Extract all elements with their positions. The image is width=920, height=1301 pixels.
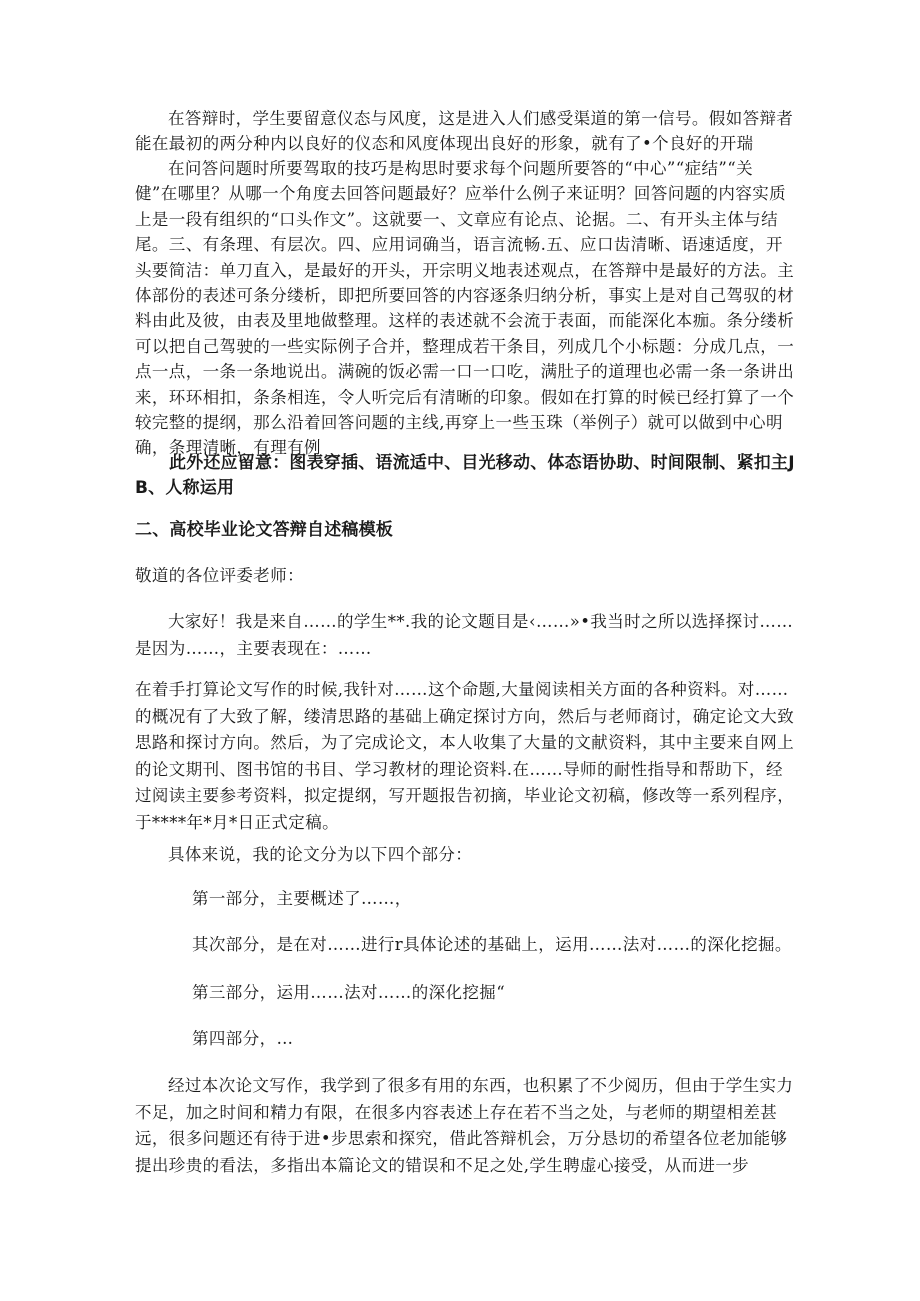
salutation: 敬道的各位评委老师：	[135, 566, 304, 585]
part-one: 第一部分，主要概述了……，	[192, 889, 412, 908]
paragraph-demeanor: 在答辩时，学生要留意仪态与风度，这是进入人们感受渠道的第一信号。假如答辩者能在最初的两分种内以良好的仪态和风度体现出良好的形象，就有了•个良好的开瑞	[135, 109, 794, 153]
part-two: 其次部分，是在对……进行r具体论述的基础上，运用……法对……的深化挖掘。	[192, 935, 792, 954]
part-three: 第三部分，运用……法对……的深化挖掘“	[192, 983, 506, 1002]
section-heading: 二、高校毕业论文答辩自述稿模板	[135, 520, 393, 540]
part-four: 第四部分，…	[192, 1029, 294, 1048]
paragraph-attention-notes: 此外还应留意：图表穿插、语流适中、目光移动、体态语协助、时间限制、紧扣主JB、人称运用	[135, 453, 795, 498]
paragraph-greeting: 大家好！我是来自……的学生**.我的论文题目是‹……»•我当时之所以选择探讨……是因为……，主要表现在：……	[135, 612, 794, 658]
paragraph-structure-intro: 具体来说，我的论文分为以下四个部分：	[168, 845, 473, 864]
paragraph-closing: 经过本次论文写作，我学到了很多有用的东西，也积累了不少阅历，但由于学生实力不足，加之时间和精力有限，在很多内容表述上存在若不当之处，与老师的期望相差甚远，很多问题还有待于进•步思索和探究，借此答辩机会，万分恳切的希望各位老加能够提出珍贵的看法，多指出本篇论文的错误和不足之处,学生聘虚心接受，从而进一步	[135, 1076, 794, 1175]
paragraph-answer-skills: 在问答问题时所要驾取的技巧是构思时要求每个问题所要答的“中心”“症结”“关健”在哪里？从哪一个角度去回答问题最好？应举什么例子来证明？回答问题的内容实质上是一段有组织的“口头作文”。这就要一、文章应有论点、论据。二、有开头主体与结尾。三、有条理、有层次。四、应用词确当，语言流畅.五、应口齿清晰、语速适度，开头要简洁：单刀直入，是最好的开头，开宗明义地表述观点，在答辩中是最好的方法。主体部份的表述可条分缕析，即把所要回答的内容逐条归纳分析，事实上是对自己驾驭的材料由此及彼，由表及里地做整理。这样的表述就不会流于表面，而能深化本痂。条分缕析可以把自己驾驶的一些实际例子合并，整理成若干条目，列成几个小标题：分成几点，一点一点，一条一条地说出。满碗的饭必需一口一口吃，满肚子的道理也必需一条一条讲出来，环环相扣，条条相连，令人听完后有清晰的印象。假如在打算的时候已经打算了一个较完整的提纲，那么沿着回答问题的主线,再穿上一些玉珠（举例子）就可以做到中心明确，条理清晰，有理有例	[135, 159, 795, 458]
paragraph-writing-process: 在着手打算论文写作的时候,我针对……这个命题,大量阅读相关方面的各种资料。对……的概况有了大致了解，缕清思路的基础上确定探讨方向，然后与老师商讨，确定论文大致思路和探讨方向。然后，为了完成论文，本人收集了大量的文献资料，其中主要来自网上的论文期刊、图书馆的书目、学习教材的理论资料.在……导师的耐性指导和帮助下，经过阅读主要参考资料，拟定提纲，写开题报告初摘，毕业论文初稿，修改等一系列程序，于****年*月*日正式定稿。	[135, 680, 795, 832]
